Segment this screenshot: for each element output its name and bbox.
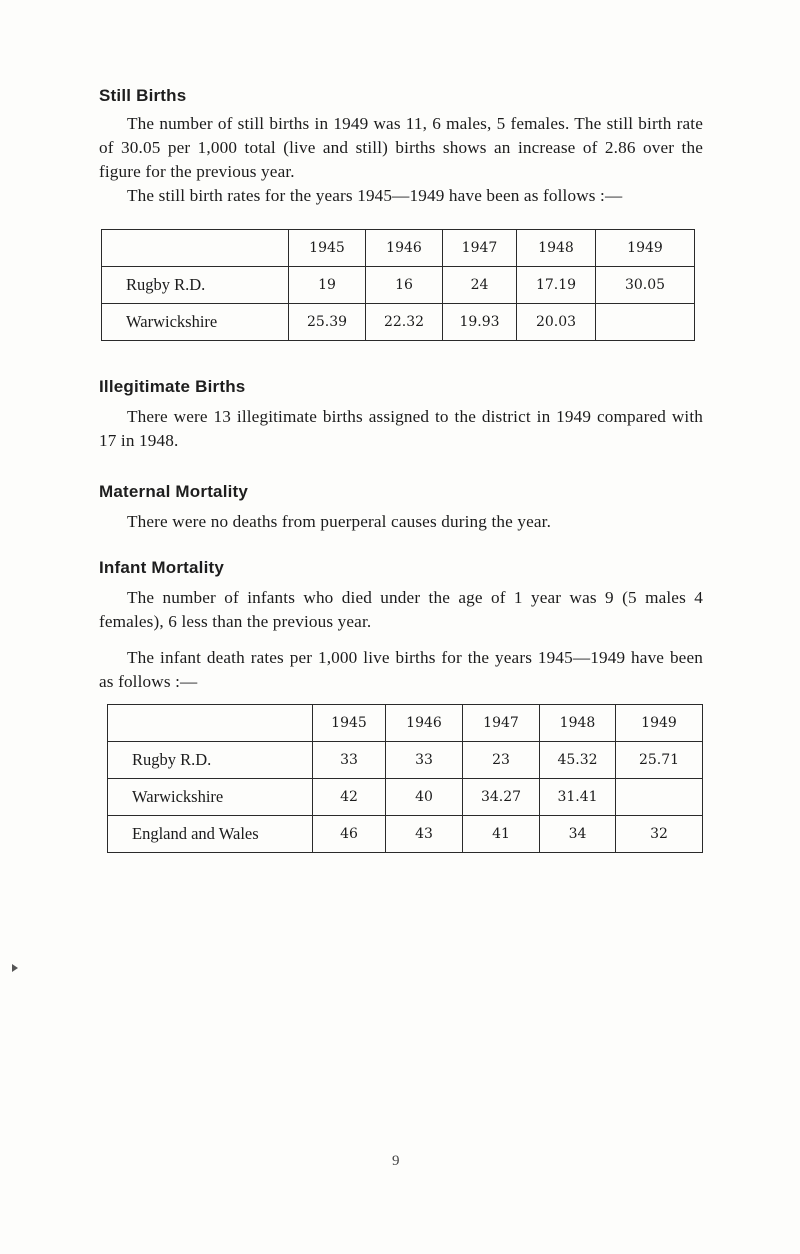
table-cell: 23	[463, 742, 540, 779]
table-cell: 19.93	[443, 304, 517, 341]
table-row	[108, 816, 703, 853]
table-cell: 41	[463, 816, 540, 853]
header-cell-empty	[102, 230, 289, 267]
page-number: 9	[392, 1153, 400, 1169]
header-cell-empty	[108, 705, 313, 742]
table-row	[108, 742, 703, 779]
row-label: England and Wales	[108, 816, 313, 853]
table-row	[102, 304, 695, 341]
table-cell: 30.05	[596, 267, 695, 304]
table-cell: 20.03	[517, 304, 596, 341]
illegitimate-births-paragraph: There were 13 illegitimate births assigned to the district in 1949 compared with 17 in 1948.	[99, 407, 703, 450]
table-cell: 43	[386, 816, 463, 853]
table-row	[108, 779, 703, 816]
row-label: Warwickshire	[108, 779, 313, 816]
infant-mortality-heading: Infant Mortality	[99, 558, 225, 577]
maternal-mortality-heading: Maternal Mortality	[99, 482, 249, 501]
table-header-row	[102, 230, 695, 267]
table-cell: 31.41	[540, 779, 616, 816]
still-births-heading: Still Births	[99, 86, 187, 105]
header-cell-1947: 1947	[443, 230, 517, 267]
row-label: Rugby R.D.	[102, 267, 289, 304]
maternal-mortality-paragraph: There were no deaths from puerperal causes during the year.	[127, 512, 552, 531]
table-cell: 33	[313, 742, 386, 779]
table-cell: 34.27	[463, 779, 540, 816]
infant-mortality-paragraph-2: The infant death rates per 1,000 live births for the years 1945—1949 have been as follows :—	[99, 648, 703, 691]
infant-mortality-paragraph-1: The number of infants who died under the age of 1 year was 9 (5 males 4 females), 6 less than the previous year.	[99, 588, 703, 631]
row-label: Warwickshire	[102, 304, 289, 341]
header-cell-1948: 1948	[540, 705, 616, 742]
header-cell-1947: 1947	[463, 705, 540, 742]
header-cell-1949: 1949	[596, 230, 695, 267]
table-cell: 45.32	[540, 742, 616, 779]
table-cell: 19	[289, 267, 366, 304]
table-cell: 24	[443, 267, 517, 304]
table-cell: 25.39	[289, 304, 366, 341]
header-cell-1948: 1948	[517, 230, 596, 267]
header-cell-1945: 1945	[313, 705, 386, 742]
table-cell: 34	[540, 816, 616, 853]
still-births-paragraph-2: The still birth rates for the years 1945—1949 have been as follows :—	[127, 186, 623, 205]
header-cell-1945: 1945	[289, 230, 366, 267]
table-row	[102, 267, 695, 304]
infant-death-rates-table	[107, 704, 703, 853]
header-cell-1946: 1946	[386, 705, 463, 742]
header-cell-1949: 1949	[616, 705, 703, 742]
table-cell: 17.19	[517, 267, 596, 304]
table-cell: 42	[313, 779, 386, 816]
table-cell: 33	[386, 742, 463, 779]
still-births-paragraph-1: The number of still births in 1949 was 11, 6 males, 5 females. The still birth rate of 30.05 per 1,000 total (live and still) births shows an increase of 2.86 over the figure for the previous year.	[99, 114, 703, 181]
illegitimate-births-heading: Illegitimate Births	[99, 377, 246, 396]
header-cell-1946: 1946	[366, 230, 443, 267]
still-birth-rates-table	[101, 229, 695, 341]
table-cell: 22.32	[366, 304, 443, 341]
table-cell	[616, 779, 703, 816]
table-cell: 16	[366, 267, 443, 304]
table-cell: 32	[616, 816, 703, 853]
row-label: Rugby R.D.	[108, 742, 313, 779]
table-cell: 46	[313, 816, 386, 853]
table-cell: 25.71	[616, 742, 703, 779]
table-cell	[596, 304, 695, 341]
table-header-row	[108, 705, 703, 742]
margin-arrow-icon	[12, 964, 18, 972]
table-cell: 40	[386, 779, 463, 816]
